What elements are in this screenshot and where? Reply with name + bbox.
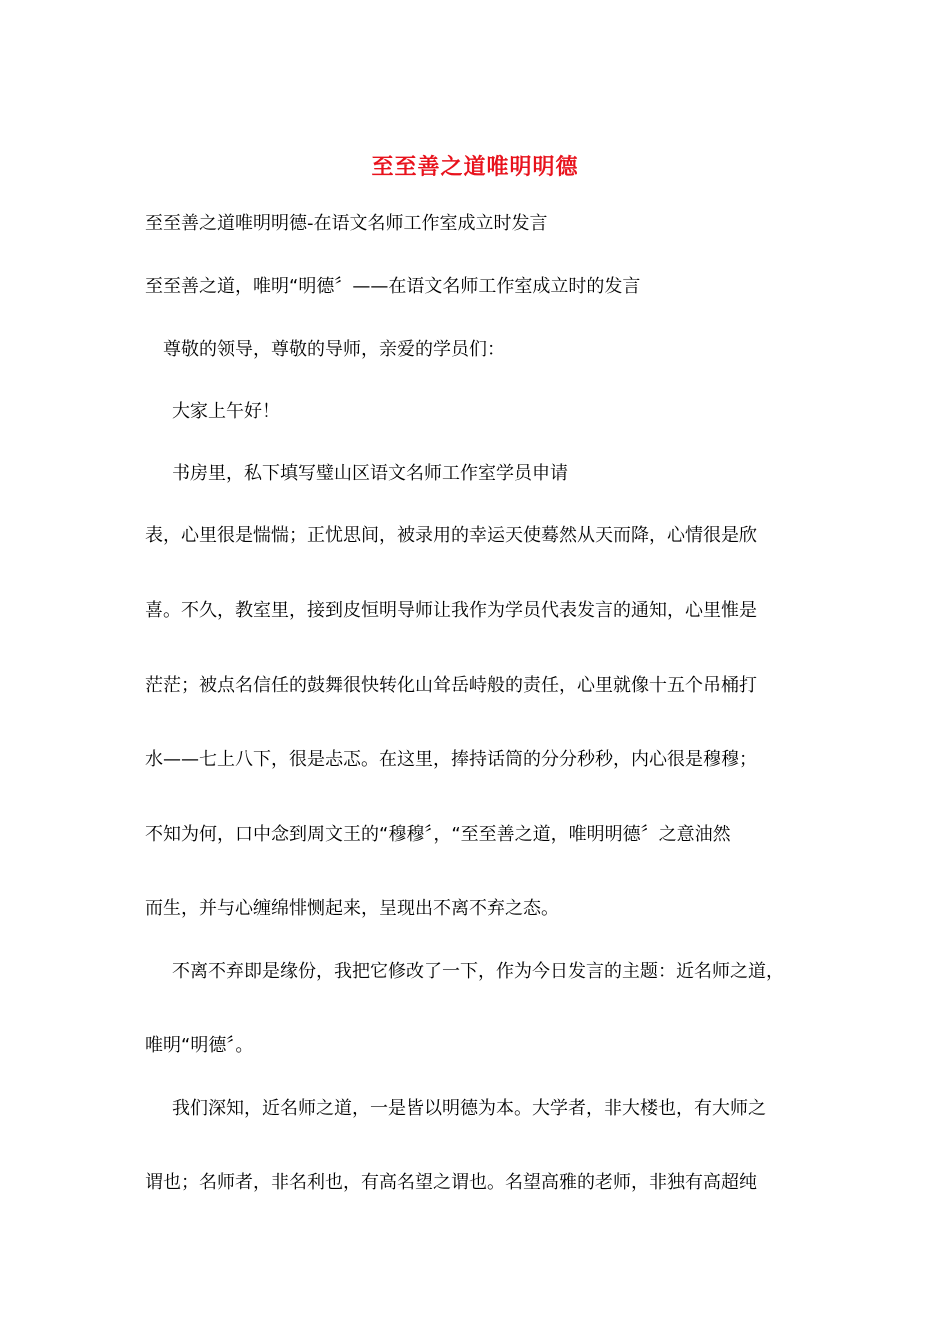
body-line: 茫茫；被点名信任的鼓舞很快转化山耸岳峙般的责任，心里就像十五个吊桶打: [145, 675, 757, 696]
body-line: 不离不弃即是缘份，我把它修改了一下，作为今日发言的主题：近名师之道，: [172, 961, 784, 982]
body-line: 我们深知，近名师之道，一是皆以明德为本。大学者，非大楼也，有大师之: [172, 1098, 766, 1119]
body-line: 水——七上八下，很是忐忑。在这里，捧持话筒的分分秒秒，内心很是穆穆；: [145, 749, 757, 770]
body-line: 而生，并与心缠绵悱恻起来，呈现出不离不弃之态。: [145, 898, 559, 919]
body-line: 喜。不久，教室里，接到皮恒明导师让我作为学员代表发言的通知，心里惟是: [145, 600, 757, 621]
salutation-line: 尊敬的领导，尊敬的导师，亲爱的学员们：: [163, 339, 505, 360]
body-line: 不知为何，口中念到周文王的“穆穆〞，“至至善之道，唯明明德〞之意油然: [145, 824, 731, 845]
body-line: 唯明“明德〞。: [145, 1035, 254, 1056]
subtitle-line: 至至善之道唯明明德-在语文名师工作室成立时发言: [145, 213, 548, 234]
heading-line: 至至善之道，唯明“明德〞——在语文名师工作室成立时的发言: [145, 276, 641, 297]
greeting-line: 大家上午好！: [172, 401, 280, 422]
body-line: 书房里，私下填写璧山区语文名师工作室学员申请: [172, 463, 568, 484]
document-title: 至至善之道唯明明德: [371, 154, 579, 180]
body-line: 谓也；名师者，非名利也，有高名望之谓也。名望高雅的老师，非独有高超纯: [145, 1172, 757, 1193]
body-line: 表，心里很是惴惴；正忧思间，被录用的幸运天使蓦然从天而降，心情很是欣: [145, 525, 757, 546]
